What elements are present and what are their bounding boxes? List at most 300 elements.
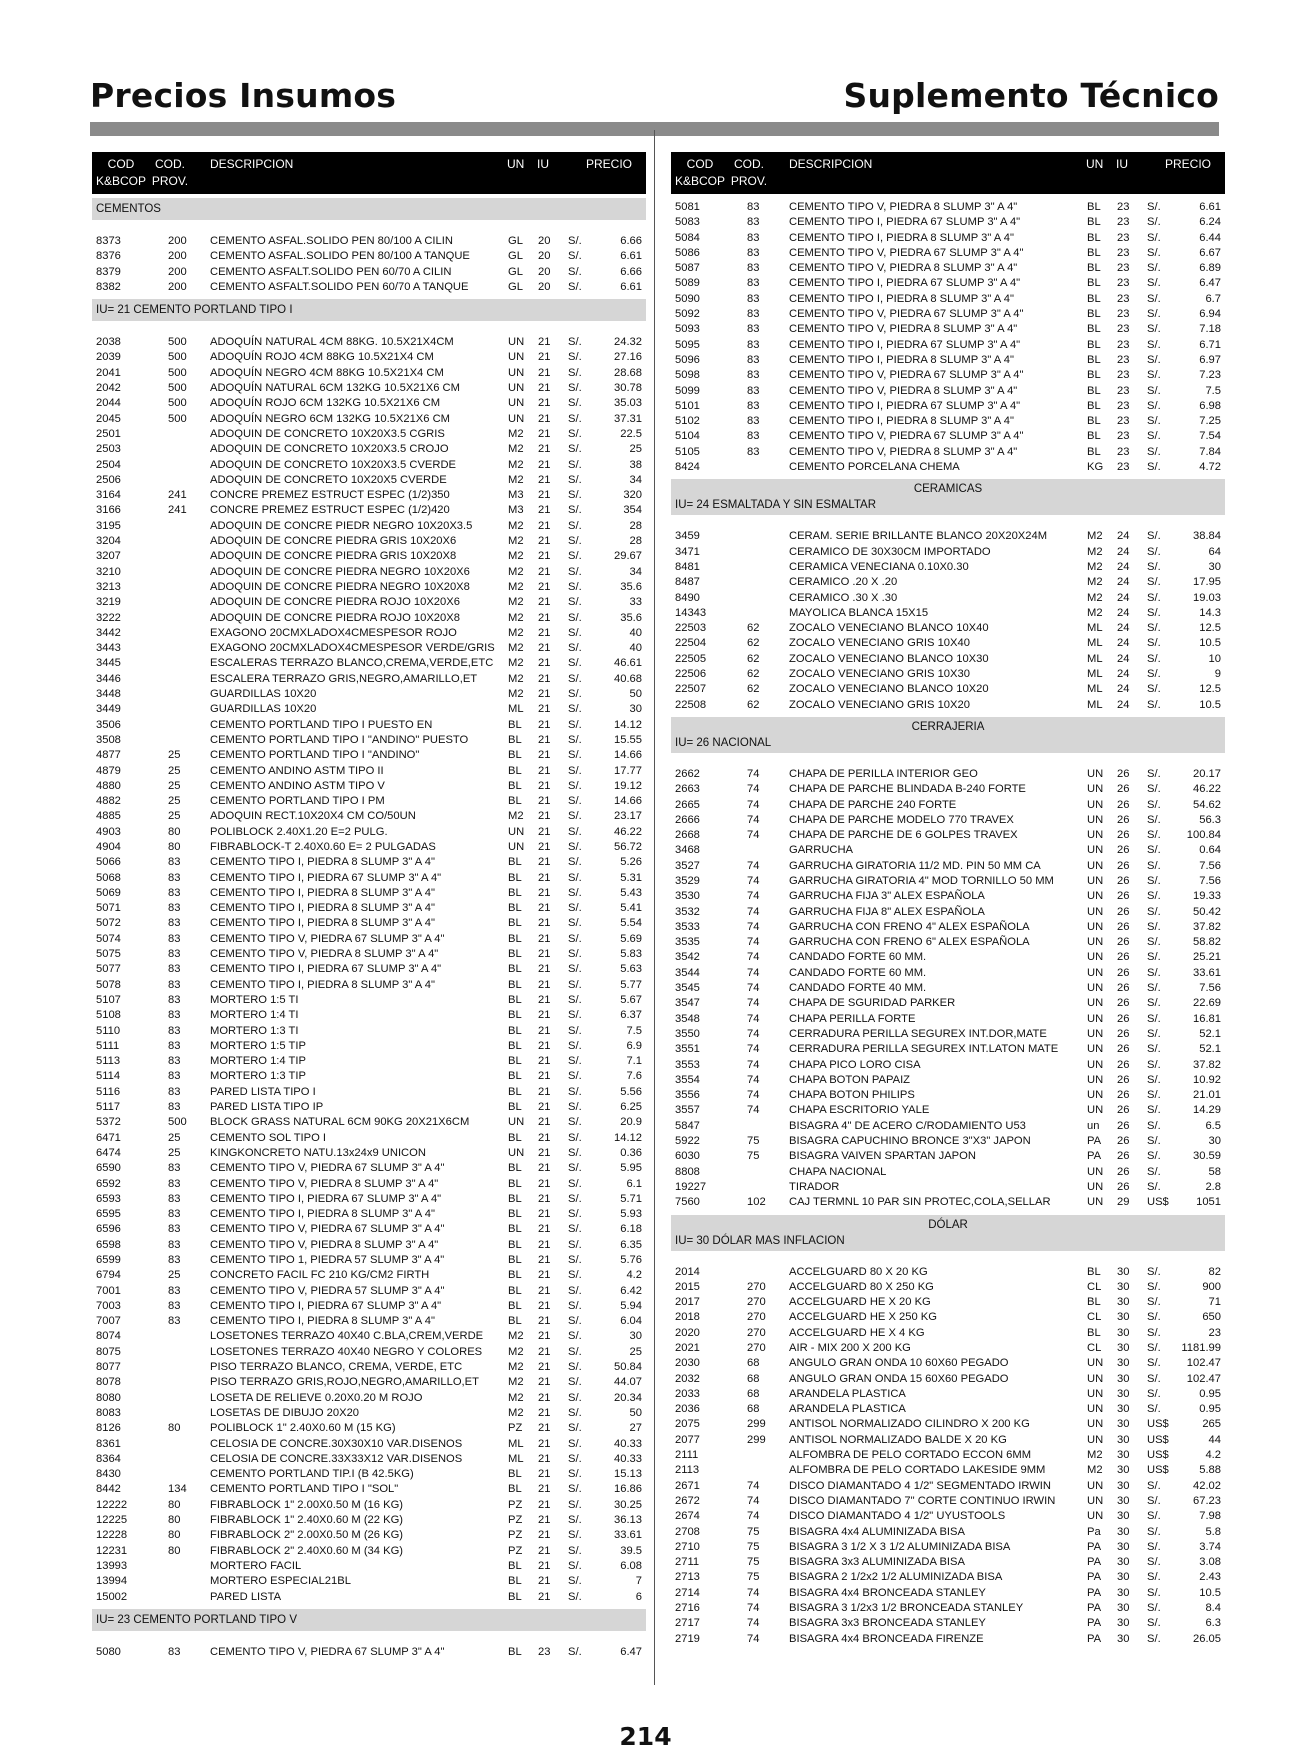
cell-price: 10.5 <box>1199 1586 1221 1599</box>
cell-cod: 8361 <box>96 1437 121 1450</box>
cell-currency: S/. <box>1147 201 1161 213</box>
table-row <box>671 292 1225 307</box>
cell-desc: CERAMICO .20 X .20 <box>789 576 898 589</box>
cell-cod: 3210 <box>96 565 121 578</box>
cell-desc: CEMENTO TIPO V, PIEDRA 8 SLUMP 3" A 4" <box>789 445 1018 458</box>
cell-desc: CEMENTO TIPO I, PIEDRA 8 SLUMP 3" A 4" <box>210 886 435 899</box>
cell-un: M2 <box>508 611 524 624</box>
cell-desc: CAJ TERMNL 10 PAR SIN PROTEC,COLA,SELLAR <box>789 1196 1051 1209</box>
cell-desc: EXAGONO 20CMXLADOX4CMESPESOR VERDE/GRIS <box>210 642 495 655</box>
cell-currency: S/. <box>1147 1280 1161 1293</box>
cell-desc: MORTERO 1:3 TI <box>210 1024 299 1037</box>
cell-price: 4.72 <box>1199 461 1221 474</box>
table-row <box>92 641 646 656</box>
table-row <box>92 871 646 886</box>
cell-cod: 2036 <box>675 1403 700 1416</box>
cell-iu: 24 <box>1117 560 1130 573</box>
cell-currency: S/. <box>568 764 582 777</box>
cell-prov: 80 <box>168 1529 181 1542</box>
cell-iu: 21 <box>538 565 551 578</box>
cell-prov: 270 <box>747 1326 766 1339</box>
table-row <box>92 1115 646 1130</box>
cell-iu: 23 <box>538 1645 551 1658</box>
cell-prov: 83 <box>168 1238 181 1251</box>
cell-iu: 21 <box>538 1116 551 1129</box>
cell-iu: 21 <box>538 1544 551 1557</box>
cell-cod: 19227 <box>675 1180 707 1193</box>
table-row <box>92 1329 646 1344</box>
cell-desc: CEMENTO ASFALT.SOLIDO PEN 60/70 A CILIN <box>210 265 452 278</box>
cell-prov <box>747 843 789 858</box>
cell-price: 7.1 <box>626 1055 642 1068</box>
col-desc-header: DESCRIPCION <box>210 157 294 171</box>
cell-iu: 21 <box>538 1437 551 1450</box>
cell-currency: S/. <box>568 1468 582 1481</box>
cell-prov: 83 <box>168 1223 181 1236</box>
section-title: CERRAJERIA <box>911 720 985 733</box>
cell-iu: 20 <box>538 280 551 293</box>
cell-iu: 24 <box>1117 591 1130 604</box>
cell-un: M2 <box>508 672 524 685</box>
cell-prov: 74 <box>747 1012 760 1025</box>
cell-currency: S/. <box>1147 905 1161 918</box>
cell-prov: 83 <box>747 308 760 321</box>
cell-un: BL <box>508 856 522 869</box>
cell-prov: 68 <box>747 1387 760 1400</box>
cell-prov: 200 <box>168 235 187 247</box>
cell-price: 30.25 <box>614 1498 642 1511</box>
cell-iu: 21 <box>538 825 551 838</box>
cell-desc: MORTERO 1:5 TI <box>210 993 299 1006</box>
cell-desc: CERRADURA PERILLA SEGUREX INT.LATON MATE <box>789 1043 1059 1056</box>
table-row <box>92 962 646 977</box>
cell-currency: S/. <box>568 626 582 639</box>
cell-price: 27.16 <box>614 351 642 364</box>
cell-desc: CHAPA DE PARCHE BLINDADA B-240 FORTE <box>789 783 1026 796</box>
table-row <box>92 626 646 641</box>
cell-un: M2 <box>508 1391 524 1404</box>
cell-cod: 8442 <box>96 1483 121 1496</box>
cell-cod: 3548 <box>675 1012 700 1025</box>
cell-cod: 6599 <box>96 1254 121 1266</box>
cell-prov: 74 <box>747 874 760 887</box>
cell-prov: 83 <box>747 369 760 382</box>
cell-un: BL <box>1087 415 1101 428</box>
table-row <box>92 1406 646 1421</box>
cell-desc: CEMENTO PORCELANA CHEMA <box>789 461 960 474</box>
cell-prov: 83 <box>168 1070 181 1083</box>
cell-desc: CEMENTO TIPO V, PIEDRA 67 SLUMP 3" A 4" <box>789 369 1024 382</box>
cell-desc: ADOQUIN DE CONCRETO 10X20X3.5 CGRIS <box>210 427 445 440</box>
cell-iu: 21 <box>538 718 551 731</box>
cell-cod: 5104 <box>675 430 700 443</box>
cell-desc: ADOQUÍN NEGRO 4CM 88KG 10.5X21X4 CM <box>210 366 444 379</box>
cell-iu: 21 <box>538 1085 551 1098</box>
cell-currency: S/. <box>1147 369 1161 382</box>
cell-iu: 30 <box>1117 1556 1130 1569</box>
table-row <box>92 1574 646 1589</box>
cell-un: UN <box>1087 1433 1104 1446</box>
cell-iu: 30 <box>1117 1403 1130 1416</box>
cell-price: 0.95 <box>1199 1403 1221 1416</box>
page-number: 214 <box>619 1722 672 1751</box>
cell-iu: 23 <box>1117 461 1130 474</box>
cell-un: UN <box>1087 997 1104 1010</box>
cell-prov <box>168 427 210 442</box>
cell-cod: 2030 <box>675 1357 700 1370</box>
cell-un: BL <box>508 1131 522 1144</box>
cell-prov: 83 <box>168 948 181 961</box>
cell-cod: 8481 <box>675 560 700 573</box>
cell-iu: 21 <box>538 1162 551 1175</box>
cell-iu: 21 <box>538 688 551 701</box>
cell-cod: 2719 <box>675 1632 700 1645</box>
table-row <box>92 1177 646 1192</box>
table-row <box>671 636 1225 651</box>
cell-prov: 83 <box>168 1192 181 1205</box>
cell-price: 50.84 <box>614 1361 642 1374</box>
cell-price: 33.61 <box>1193 966 1221 979</box>
cell-iu: 24 <box>1117 652 1130 665</box>
cell-un: UN <box>508 1116 525 1129</box>
table-row <box>671 261 1225 276</box>
cell-iu: 21 <box>538 1238 551 1251</box>
cell-un: BL <box>508 1024 522 1037</box>
cell-prov: 75 <box>747 1525 760 1538</box>
cell-currency: S/. <box>568 1514 582 1527</box>
cell-iu: 26 <box>1117 1027 1130 1040</box>
cell-un: PA <box>1087 1556 1102 1569</box>
cell-currency: S/. <box>1147 813 1161 826</box>
cell-currency: S/. <box>568 703 582 716</box>
table-row <box>671 1417 1225 1432</box>
table-row <box>671 682 1225 697</box>
cell-currency: S/. <box>1147 1150 1161 1163</box>
cell-currency: S/. <box>568 1101 582 1114</box>
cell-un: BL <box>508 779 522 792</box>
table-row <box>671 1341 1225 1356</box>
cell-un: ML <box>1087 652 1103 665</box>
cell-desc: ZOCALO VENECIANO GRIS 10X20 <box>789 698 970 711</box>
table-row <box>92 1498 646 1513</box>
cell-price: 7.56 <box>1199 874 1221 887</box>
cell-price: 10.92 <box>1193 1073 1221 1086</box>
cell-iu: 20 <box>538 250 551 263</box>
table-row <box>671 1295 1225 1310</box>
cell-cod: 4885 <box>96 810 121 823</box>
cell-currency: US$ <box>1147 1433 1169 1446</box>
cell-prov <box>168 1360 210 1375</box>
cell-price: 6.67 <box>1199 246 1221 259</box>
cell-iu: 21 <box>538 749 551 762</box>
cell-desc: CEMENTO PORTLAND TIPO I "ANDINO" <box>210 749 420 762</box>
cell-price: 5.95 <box>620 1162 642 1175</box>
cell-iu: 30 <box>1117 1571 1130 1584</box>
cell-currency: S/. <box>568 718 582 731</box>
cell-cod: 2045 <box>96 412 121 425</box>
cell-prov: 102 <box>747 1196 766 1209</box>
cell-cod: 5068 <box>96 871 121 884</box>
cell-prov <box>747 529 789 544</box>
table-row <box>671 1356 1225 1371</box>
cell-price: 46.22 <box>614 825 642 838</box>
cell-prov: 74 <box>747 982 760 995</box>
cell-un: M2 <box>508 565 524 578</box>
cell-iu: 30 <box>1117 1525 1130 1538</box>
cell-price: 0.64 <box>1199 844 1221 857</box>
cell-prov <box>168 656 210 671</box>
cell-currency: S/. <box>1147 683 1161 696</box>
table-row <box>671 1509 1225 1524</box>
cell-price: 5.54 <box>620 917 642 930</box>
cell-cod: 4880 <box>96 779 121 792</box>
cell-un: UN <box>508 840 525 853</box>
cell-cod: 7003 <box>96 1299 121 1312</box>
cell-cod: 5113 <box>96 1055 121 1068</box>
cell-currency: S/. <box>1147 1403 1161 1416</box>
cell-iu: 20 <box>538 235 551 247</box>
cell-un: BL <box>508 1575 522 1588</box>
table-row <box>671 1479 1225 1494</box>
cell-price: 5.41 <box>620 902 642 915</box>
cell-currency: S/. <box>568 657 582 670</box>
cell-price: 5.63 <box>620 963 642 976</box>
cell-cod: 2017 <box>675 1296 700 1309</box>
table-row <box>671 1134 1225 1149</box>
cell-prov: 83 <box>747 323 760 336</box>
cell-prov: 62 <box>747 668 760 681</box>
cell-currency: US$ <box>1147 1418 1169 1431</box>
cell-cod: 5372 <box>96 1116 121 1129</box>
cell-prov: 25 <box>168 764 181 777</box>
cell-desc: CHAPA BOTON PAPAIZ <box>789 1073 911 1086</box>
cell-cod: 2014 <box>675 1265 700 1278</box>
table-row <box>671 338 1225 353</box>
cell-un: BL <box>508 1645 522 1658</box>
cell-iu: 30 <box>1117 1387 1130 1400</box>
cell-prov: 500 <box>168 336 187 349</box>
cell-iu: 21 <box>538 902 551 915</box>
cell-price: 40.68 <box>614 672 642 685</box>
cell-cod: 2708 <box>675 1525 700 1538</box>
cell-cod: 8364 <box>96 1452 121 1465</box>
cell-currency: S/. <box>1147 338 1161 351</box>
cell-cod: 2032 <box>675 1372 700 1385</box>
cell-cod: 5847 <box>675 1119 700 1132</box>
cell-currency: S/. <box>1147 698 1161 711</box>
cell-iu: 21 <box>538 657 551 670</box>
cell-currency: S/. <box>1147 1372 1161 1385</box>
cell-prov: 74 <box>747 997 760 1010</box>
cell-un: BL <box>508 886 522 899</box>
table-row <box>671 1165 1225 1180</box>
cell-cod: 3445 <box>96 657 121 670</box>
cell-un: M2 <box>508 519 524 532</box>
cell-cod: 3443 <box>96 642 121 655</box>
cell-cod: 5087 <box>675 262 700 275</box>
cell-desc: CEMENTO TIPO I, PIEDRA 8 SLUMP 3" A 4" <box>789 415 1014 428</box>
cell-iu: 21 <box>538 427 551 440</box>
cell-desc: ZOCALO VENECIANO BLANCO 10X20 <box>789 683 989 696</box>
cell-prov: 75 <box>747 1556 760 1569</box>
table-row <box>671 445 1225 460</box>
cell-desc: CEMENTO TIPO I, PIEDRA 8 SLUMP 3" A 4" <box>789 353 1014 366</box>
cell-cod: 2075 <box>675 1418 700 1431</box>
cell-prov <box>168 534 210 549</box>
cell-iu: 26 <box>1117 1058 1130 1071</box>
cell-prov: 74 <box>747 813 760 826</box>
cell-currency: S/. <box>1147 530 1161 543</box>
cell-cod: 8490 <box>675 591 700 604</box>
cell-desc: GUARDILLAS 10X20 <box>210 703 317 716</box>
cell-price: 58.82 <box>1193 936 1221 949</box>
cell-price: 23.17 <box>614 810 642 823</box>
cell-cod: 3542 <box>675 951 700 964</box>
cell-desc: CEMENTO TIPO I, PIEDRA 8 SLUMP 3" A 4" <box>210 1208 435 1221</box>
left-price-table <box>92 152 646 1660</box>
cell-price: 25.21 <box>1193 951 1221 964</box>
table-row <box>671 1058 1225 1073</box>
table-row <box>671 1525 1225 1540</box>
cell-un: BL <box>1087 231 1101 244</box>
cell-prov: 83 <box>168 856 181 869</box>
cell-price: 5.56 <box>620 1085 642 1098</box>
cell-currency: S/. <box>568 1131 582 1144</box>
cell-iu: 21 <box>538 351 551 364</box>
table-row <box>671 981 1225 996</box>
cell-iu: 21 <box>538 611 551 624</box>
cell-prov: 83 <box>168 1284 181 1297</box>
cell-price: 6.94 <box>1199 308 1221 321</box>
table-row <box>92 503 646 518</box>
cell-prov: 83 <box>747 415 760 428</box>
cell-cod: 2672 <box>675 1494 700 1507</box>
cell-cod: 5110 <box>96 1024 121 1037</box>
table-header <box>92 152 646 194</box>
cell-price: 15.13 <box>614 1468 642 1481</box>
cell-prov: 74 <box>747 1586 760 1599</box>
cell-iu: 21 <box>538 1391 551 1404</box>
cell-desc: CHAPA NACIONAL <box>789 1165 887 1178</box>
cell-iu: 26 <box>1117 966 1130 979</box>
cell-iu: 23 <box>1117 323 1130 336</box>
table-row <box>92 1100 646 1115</box>
table-row <box>671 307 1225 322</box>
cell-iu: 23 <box>1117 292 1130 305</box>
cell-un: BL <box>508 1101 522 1114</box>
cell-currency: S/. <box>568 1544 582 1557</box>
cell-un: PZ <box>508 1498 523 1511</box>
cell-desc: CERAMICO .30 X .30 <box>789 591 898 604</box>
cell-un: UN <box>508 366 525 379</box>
cell-un: BL <box>508 733 522 746</box>
cell-desc: CELOSIA DE CONCRE.33X33X12 VAR.DISENOS <box>210 1452 463 1465</box>
table-row <box>671 414 1225 429</box>
cell-iu: 21 <box>538 978 551 991</box>
cell-prov: 83 <box>168 1085 181 1098</box>
table-row <box>92 1222 646 1237</box>
cell-prov <box>168 458 210 473</box>
cell-currency: S/. <box>568 1345 582 1358</box>
cell-price: 14.66 <box>614 749 642 762</box>
cell-desc: CANDADO FORTE 60 MM. <box>789 951 927 964</box>
cell-iu: 23 <box>1117 338 1130 351</box>
cell-iu: 21 <box>538 1208 551 1221</box>
table-row <box>92 656 646 671</box>
cell-price: 6.3 <box>1205 1617 1221 1630</box>
table-row <box>92 993 646 1008</box>
cell-price: 30 <box>1208 1135 1221 1148</box>
cell-un: UN <box>1087 859 1104 872</box>
cell-un: M2 <box>508 626 524 639</box>
cell-currency: S/. <box>568 1223 582 1236</box>
cell-prov: 62 <box>747 698 760 711</box>
table-row <box>671 1570 1225 1585</box>
cell-prov: 74 <box>747 767 760 780</box>
cell-currency: S/. <box>568 825 582 838</box>
table-row <box>671 384 1225 399</box>
cell-prov: 80 <box>168 1544 181 1557</box>
cell-un: BL <box>508 1468 522 1481</box>
cell-price: 6.42 <box>620 1284 642 1297</box>
cell-un: PZ <box>508 1422 523 1435</box>
cell-price: 23 <box>1208 1326 1221 1339</box>
cell-currency: S/. <box>568 978 582 991</box>
cell-desc: ADOQUIN DE CONCRETO 10X20X3.5 CVERDE <box>210 458 456 471</box>
cell-un: BL <box>1087 1265 1101 1278</box>
cell-price: 64 <box>1208 545 1221 558</box>
table-row <box>92 335 646 350</box>
cell-cod: 8382 <box>96 280 121 293</box>
cell-price: 10 <box>1208 652 1221 665</box>
cell-currency: S/. <box>568 1315 582 1328</box>
cell-desc: CONCRE PREMEZ ESTRUCT ESPEC (1/2)350 <box>210 489 450 502</box>
cell-prov: 83 <box>168 917 181 930</box>
cell-cod: 5093 <box>675 323 700 336</box>
cell-un: UN <box>508 825 525 838</box>
cell-cod: 3449 <box>96 703 121 716</box>
cell-un: GL <box>508 280 523 293</box>
table-row <box>671 591 1225 606</box>
cell-price: 6.61 <box>620 250 642 263</box>
cell-prov: 83 <box>168 886 181 899</box>
cell-un: BL <box>1087 353 1101 366</box>
cell-cod: 3533 <box>675 920 700 933</box>
cell-desc: CEMENTO TIPO V, PIEDRA 67 SLUMP 3" A 4" <box>210 1645 445 1658</box>
cell-desc: ANTISOL NORMALIZADO BALDE X 20 KG <box>789 1433 1007 1446</box>
table-row <box>671 767 1225 782</box>
cell-iu: 21 <box>538 948 551 961</box>
cell-prov: 74 <box>747 1089 760 1102</box>
table-row <box>671 1195 1225 1210</box>
cell-price: 16.81 <box>1193 1012 1221 1025</box>
cell-currency: S/. <box>568 1085 582 1098</box>
cell-price: 7.18 <box>1199 323 1221 336</box>
cell-iu: 26 <box>1117 905 1130 918</box>
cell-desc: CERAMICO DE 30X30CM IMPORTADO <box>789 545 991 558</box>
cell-un: BL <box>508 1315 522 1328</box>
cell-prov: 270 <box>747 1311 766 1324</box>
cell-price: 40.33 <box>614 1437 642 1450</box>
cell-desc: CERAM. SERIE BRILLANTE BLANCO 20X20X24M <box>789 530 1048 543</box>
cell-price: 7.23 <box>1199 369 1221 382</box>
table-row <box>92 1528 646 1543</box>
cell-prov: 68 <box>747 1372 760 1385</box>
cell-price: 37.31 <box>614 412 642 425</box>
cell-desc: ACCELGUARD HE X 20 KG <box>789 1296 931 1309</box>
cell-un: PA <box>1087 1135 1102 1148</box>
cell-desc: CHAPA DE PARCHE DE 6 GOLPES TRAVEX <box>789 829 1018 842</box>
